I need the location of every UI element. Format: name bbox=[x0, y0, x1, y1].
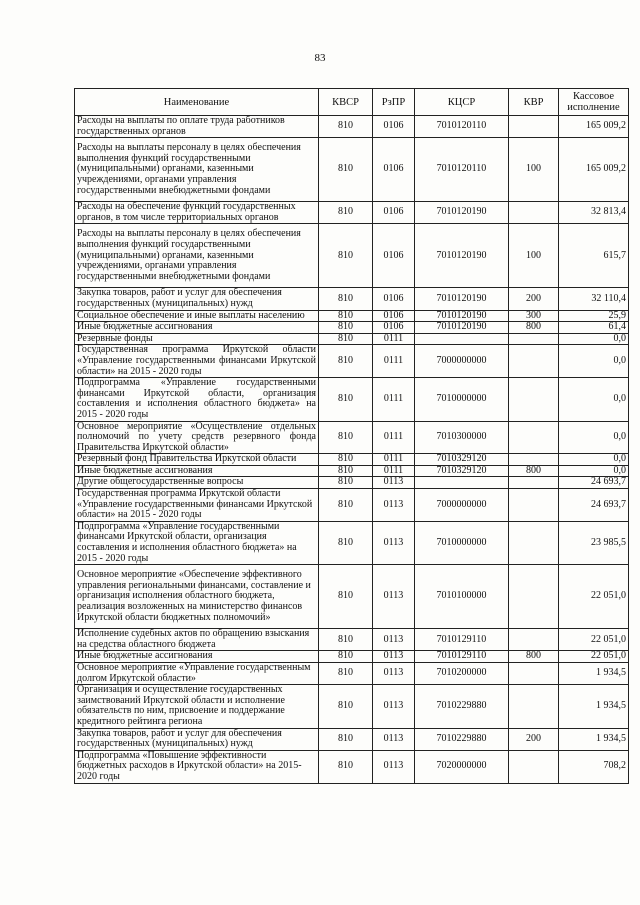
row-kcsr: 7010329120 bbox=[415, 465, 509, 477]
row-kcsr bbox=[415, 333, 509, 345]
row-kvr bbox=[509, 521, 559, 564]
header-kvr: КВР bbox=[509, 89, 559, 116]
row-rzpr: 0111 bbox=[373, 378, 415, 421]
row-kvr: 100 bbox=[509, 224, 559, 288]
table-row bbox=[75, 477, 629, 489]
row-kvsr: 810 bbox=[319, 333, 373, 345]
row-kvr bbox=[509, 477, 559, 489]
header-name: Наименование bbox=[75, 89, 319, 116]
row-amount: 24 693,7 bbox=[559, 489, 629, 522]
row-kcsr: 7010200000 bbox=[415, 663, 509, 685]
row-amount: 22 051,0 bbox=[559, 651, 629, 663]
table-row bbox=[75, 224, 629, 288]
row-rzpr: 0113 bbox=[373, 629, 415, 651]
table-header-row bbox=[75, 89, 629, 116]
row-name: Социальное обеспечение и иные выплаты населению bbox=[75, 310, 319, 322]
table-row bbox=[75, 489, 629, 522]
row-kvr bbox=[509, 333, 559, 345]
header-kvsr: КВСР bbox=[319, 89, 373, 116]
row-rzpr: 0106 bbox=[373, 224, 415, 288]
table-row bbox=[75, 116, 629, 138]
row-amount: 0,0 bbox=[559, 378, 629, 421]
table-row bbox=[75, 310, 629, 322]
row-kvsr: 810 bbox=[319, 465, 373, 477]
row-name: Основное мероприятие «Обеспечение эффективного управления региональными финансами, составление и организация исполнения областного бюджета, реализация возложенных на министерство финансов Иркутской области бюджетных полномочий» bbox=[75, 565, 319, 629]
table-row bbox=[75, 728, 629, 750]
row-name: Государственная программа Иркутской области «Управление государственными финансами Иркутской области» на 2015 - 2020 годы bbox=[75, 345, 319, 378]
table-row bbox=[75, 565, 629, 629]
row-name: Расходы на выплаты персоналу в целях обеспечения выполнения функций государственными (муниципальными) органами, казенными учреждениями, органами управления государственными внебюджетными фондами bbox=[75, 138, 319, 202]
row-amount: 22 051,0 bbox=[559, 629, 629, 651]
row-rzpr: 0113 bbox=[373, 728, 415, 750]
table-row bbox=[75, 138, 629, 202]
row-kcsr: 7010120190 bbox=[415, 310, 509, 322]
row-rzpr: 0111 bbox=[373, 345, 415, 378]
table-row bbox=[75, 663, 629, 685]
row-kcsr: 7010120190 bbox=[415, 224, 509, 288]
row-amount: 165 009,2 bbox=[559, 138, 629, 202]
row-kcsr: 7000000000 bbox=[415, 489, 509, 522]
row-name: Другие общегосударственные вопросы bbox=[75, 477, 319, 489]
row-name: Резервный фонд Правительства Иркутской области bbox=[75, 454, 319, 466]
row-kvr bbox=[509, 454, 559, 466]
row-kvsr: 810 bbox=[319, 138, 373, 202]
row-name: Закупка товаров, работ и услуг для обеспечения государственных (муниципальных) нужд bbox=[75, 728, 319, 750]
row-kvsr: 810 bbox=[319, 651, 373, 663]
row-kvsr: 810 bbox=[319, 489, 373, 522]
table-row bbox=[75, 288, 629, 310]
row-kvsr: 810 bbox=[319, 477, 373, 489]
header-rzpr: РзПР bbox=[373, 89, 415, 116]
row-kvsr: 810 bbox=[319, 322, 373, 334]
row-rzpr: 0111 bbox=[373, 465, 415, 477]
row-name: Исполнение судебных актов по обращению взыскания на средства областного бюджета bbox=[75, 629, 319, 651]
row-kcsr: 7010100000 bbox=[415, 565, 509, 629]
table-row bbox=[75, 345, 629, 378]
table-row bbox=[75, 750, 629, 783]
row-rzpr: 0111 bbox=[373, 421, 415, 454]
row-kvsr: 810 bbox=[319, 224, 373, 288]
row-name: Подпрограмма «Управление государственными финансами Иркутской области, организация составления и исполнения областного бюджета» на 2015 - 2020 годы bbox=[75, 521, 319, 564]
row-kcsr: 7010120110 bbox=[415, 116, 509, 138]
row-amount: 25,9 bbox=[559, 310, 629, 322]
row-kvsr: 810 bbox=[319, 421, 373, 454]
row-kvsr: 810 bbox=[319, 454, 373, 466]
row-rzpr: 0106 bbox=[373, 322, 415, 334]
row-name: Государственная программа Иркутской области «Управление государственными финансами Иркутской области» на 2015 - 2020 годы bbox=[75, 489, 319, 522]
page-number: 83 bbox=[314, 52, 326, 64]
row-kvr bbox=[509, 663, 559, 685]
row-kcsr: 7010120110 bbox=[415, 138, 509, 202]
row-amount: 22 051,0 bbox=[559, 565, 629, 629]
row-kvr: 100 bbox=[509, 138, 559, 202]
row-rzpr: 0111 bbox=[373, 454, 415, 466]
row-kcsr: 7010300000 bbox=[415, 421, 509, 454]
table-row bbox=[75, 202, 629, 224]
row-kcsr: 7010229880 bbox=[415, 685, 509, 728]
row-amount: 0,0 bbox=[559, 333, 629, 345]
row-amount: 1 934,5 bbox=[559, 685, 629, 728]
row-kvr: 800 bbox=[509, 322, 559, 334]
row-amount: 24 693,7 bbox=[559, 477, 629, 489]
header-kcsr: КЦСР bbox=[415, 89, 509, 116]
table-row bbox=[75, 333, 629, 345]
row-kcsr: 7010120190 bbox=[415, 288, 509, 310]
row-kcsr: 7010329120 bbox=[415, 454, 509, 466]
row-kvr bbox=[509, 345, 559, 378]
row-kcsr: 7010000000 bbox=[415, 378, 509, 421]
row-kvr: 800 bbox=[509, 465, 559, 477]
row-kvr bbox=[509, 629, 559, 651]
row-name: Подпрограмма «Повышение эффективности бюджетных расходов в Иркутской области» на 2015-2020 годы bbox=[75, 750, 319, 783]
row-kvsr: 810 bbox=[319, 750, 373, 783]
row-kvr bbox=[509, 421, 559, 454]
row-name: Резервные фонды bbox=[75, 333, 319, 345]
row-kvsr: 810 bbox=[319, 378, 373, 421]
row-name: Иные бюджетные ассигнования bbox=[75, 322, 319, 334]
row-rzpr: 0106 bbox=[373, 116, 415, 138]
row-rzpr: 0106 bbox=[373, 202, 415, 224]
row-kvsr: 810 bbox=[319, 345, 373, 378]
row-rzpr: 0113 bbox=[373, 651, 415, 663]
row-amount: 165 009,2 bbox=[559, 116, 629, 138]
row-amount: 0,0 bbox=[559, 421, 629, 454]
row-kvr: 800 bbox=[509, 651, 559, 663]
row-rzpr: 0113 bbox=[373, 750, 415, 783]
row-amount: 1 934,5 bbox=[559, 728, 629, 750]
row-kcsr: 7020000000 bbox=[415, 750, 509, 783]
row-kvr: 300 bbox=[509, 310, 559, 322]
table-row bbox=[75, 685, 629, 728]
row-rzpr: 0106 bbox=[373, 288, 415, 310]
row-rzpr: 0113 bbox=[373, 489, 415, 522]
row-amount: 61,4 bbox=[559, 322, 629, 334]
table-row bbox=[75, 521, 629, 564]
row-kvsr: 810 bbox=[319, 629, 373, 651]
row-amount: 708,2 bbox=[559, 750, 629, 783]
row-rzpr: 0113 bbox=[373, 663, 415, 685]
row-rzpr: 0106 bbox=[373, 138, 415, 202]
row-amount: 615,7 bbox=[559, 224, 629, 288]
row-name: Основное мероприятие «Осуществление отдельных полномочий по учету средств резервного фонда Правительства Иркутской области» bbox=[75, 421, 319, 454]
row-kcsr: 7010229880 bbox=[415, 728, 509, 750]
table-row bbox=[75, 421, 629, 454]
row-name: Иные бюджетные ассигнования bbox=[75, 465, 319, 477]
row-kvr: 200 bbox=[509, 288, 559, 310]
row-rzpr: 0113 bbox=[373, 521, 415, 564]
row-rzpr: 0106 bbox=[373, 310, 415, 322]
row-rzpr: 0113 bbox=[373, 477, 415, 489]
row-amount: 0,0 bbox=[559, 454, 629, 466]
row-kvsr: 810 bbox=[319, 663, 373, 685]
row-kcsr: 7010000000 bbox=[415, 521, 509, 564]
table-row bbox=[75, 454, 629, 466]
row-name: Организация и осуществление государственных заимствований Иркутской области и исполнение обязательств по ним, присвоение и поддержание кредитного рейтинга региона bbox=[75, 685, 319, 728]
row-kvsr: 810 bbox=[319, 521, 373, 564]
row-name: Закупка товаров, работ и услуг для обеспечения государственных (муниципальных) нужд bbox=[75, 288, 319, 310]
row-rzpr: 0113 bbox=[373, 565, 415, 629]
row-name: Основное мероприятие «Управление государственным долгом Иркутской области» bbox=[75, 663, 319, 685]
table-row bbox=[75, 651, 629, 663]
row-kcsr bbox=[415, 477, 509, 489]
row-kvr bbox=[509, 685, 559, 728]
row-kvsr: 810 bbox=[319, 202, 373, 224]
row-kcsr: 7000000000 bbox=[415, 345, 509, 378]
row-kcsr: 7010120190 bbox=[415, 322, 509, 334]
row-rzpr: 0113 bbox=[373, 685, 415, 728]
row-kvr bbox=[509, 378, 559, 421]
table-row bbox=[75, 465, 629, 477]
row-kvsr: 810 bbox=[319, 116, 373, 138]
row-amount: 0,0 bbox=[559, 345, 629, 378]
row-amount: 32 110,4 bbox=[559, 288, 629, 310]
row-kvsr: 810 bbox=[319, 728, 373, 750]
row-kcsr: 7010129110 bbox=[415, 651, 509, 663]
row-kcsr: 7010120190 bbox=[415, 202, 509, 224]
header-amount: Кассовое исполнение bbox=[559, 89, 629, 116]
row-name: Расходы на выплаты персоналу в целях обеспечения выполнения функций государственными (муниципальными) органами, казенными учреждениями, органами управления государственными внебюджетными фондами bbox=[75, 224, 319, 288]
row-name: Иные бюджетные ассигнования bbox=[75, 651, 319, 663]
row-amount: 1 934,5 bbox=[559, 663, 629, 685]
budget-execution-table bbox=[74, 88, 629, 784]
row-kvr bbox=[509, 750, 559, 783]
row-kcsr: 7010129110 bbox=[415, 629, 509, 651]
row-amount: 23 985,5 bbox=[559, 521, 629, 564]
row-kvsr: 810 bbox=[319, 685, 373, 728]
table-row bbox=[75, 629, 629, 651]
row-kvsr: 810 bbox=[319, 288, 373, 310]
row-kvsr: 810 bbox=[319, 565, 373, 629]
table-row bbox=[75, 378, 629, 421]
table-row bbox=[75, 322, 629, 334]
row-rzpr: 0111 bbox=[373, 333, 415, 345]
row-kvr bbox=[509, 489, 559, 522]
row-name: Подпрограмма «Управление государственными финансами Иркутской области, организация составления и исполнения областного бюджета» на 2015 - 2020 годы bbox=[75, 378, 319, 421]
row-name: Расходы на выплаты по оплате труда работников государственных органов bbox=[75, 116, 319, 138]
row-kvr: 200 bbox=[509, 728, 559, 750]
row-kvr bbox=[509, 565, 559, 629]
row-amount: 32 813,4 bbox=[559, 202, 629, 224]
row-amount: 0,0 bbox=[559, 465, 629, 477]
row-name: Расходы на обеспечение функций государственных органов, в том числе территориальных органов bbox=[75, 202, 319, 224]
row-kvsr: 810 bbox=[319, 310, 373, 322]
row-kvr bbox=[509, 116, 559, 138]
row-kvr bbox=[509, 202, 559, 224]
